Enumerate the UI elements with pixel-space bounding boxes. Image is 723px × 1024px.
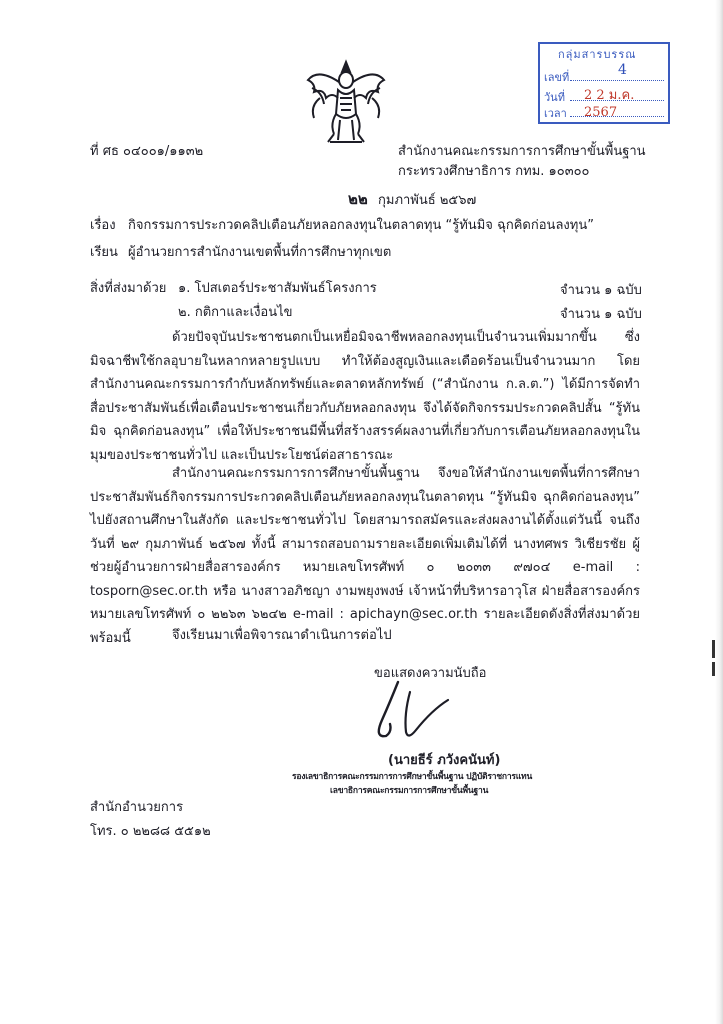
scan-edge-shadow [715, 0, 723, 1024]
date-day: ๒๒ [348, 190, 368, 208]
garuda-emblem-icon [304, 58, 388, 148]
scan-mark [712, 662, 715, 676]
stamp-line [570, 80, 664, 81]
handwritten-signature [368, 680, 454, 746]
enclosure-item: ๒. กติกาและเงื่อนไข [178, 305, 293, 320]
stamp-time-label: เวลา [544, 107, 567, 120]
org-name: สำนักงานคณะกรรมการการศึกษาขั้นพื้นฐาน [398, 144, 646, 159]
stamp-line [570, 116, 664, 117]
enclosure-label: สิ่งที่ส่งมาด้วย [90, 281, 167, 296]
enclosure-qty: จำนวน ๑ ฉบับ [560, 283, 642, 298]
document-number: ที่ ศธ ๐๔๐๐๑/๑๑๓๒ [90, 144, 204, 159]
signer-title-2: เลขาธิการคณะกรรมการการศึกษาขั้นพื้นฐาน [330, 786, 489, 796]
stamp-number-value: 4 [618, 62, 627, 78]
stamp-date-label: วันที่ [544, 91, 565, 104]
scan-mark [712, 640, 715, 658]
body-paragraph-2: สำนักงานคณะกรรมการการศึกษาขั้นพื้นฐาน จึงขอให้สำนักงานเขตพื้นที่การศึกษาประชาสัมพันธ์กิจกรรมการประกวดคลิปเตือนภัยหลอกลงทุนในตลาดทุน “รู้ทันมิจ ฉุกคิดก่อนลงทุน” ไปยังสถานศึกษาในสังกัด และประชาชนทั่วไป โดยสามารถสมัครและส่งผลงานได้ตั้งแต่วันนี้ จนถึงวันที่ ๒๙ กุมภาพันธ์ ๒๕๖๗ ทั้งนี้ สามารถสอบถามรายละเอียดเพิ่มเติมได้ที่ นางทศพร วิเชียรชัย ผู้ช่วยผู้อำนวยการฝ่ายสื่อสารองค์กร หมายเลขโทรศัพท์ ๐ ๒๐๓๓ ๙๗๐๔ e-mail : tosporn@sec.or.th หรือ นางสาวอภิชญา งามพยุงพงษ์ เจ้าหน้าที่บริหารอาวุโส ฝ่ายสื่อสารองค์กร หมายเลขโทรศัพท์ ๐ ๒๒๖๓ ๖๒๔๒ e-mail : apichayn@sec.or.th รายละเอียดดังสิ่งที่ส่งมาด้วยพร้อมนี้ [90, 466, 640, 646]
subject-label: เรื่อง [90, 218, 116, 233]
footer-office: สำนักอำนวยการ [90, 800, 184, 815]
footer-phone: โทร. ๐ ๒๒๘๘ ๕๕๑๒ [90, 824, 211, 839]
stamp-title: กลุ่มสารบรรณ [558, 48, 637, 61]
signer-name: (นายธีร์ ภวังคนันท์) [388, 753, 501, 768]
enclosure-item: ๑. โปสเตอร์ประชาสัมพันธ์โครงการ [178, 281, 377, 296]
receipt-stamp [538, 42, 670, 124]
signer-title-1: รองเลขาธิการคณะกรรมการการศึกษาขั้นพื้นฐาน ปฏิบัติราชการแทน [292, 772, 533, 782]
salutation: ขอแสดงความนับถือ [374, 666, 487, 681]
enclosure-qty: จำนวน ๑ ฉบับ [560, 307, 642, 322]
date-month-year: กุมภาพันธ์ ๒๕๖๗ [378, 193, 477, 208]
org-address: กระทรวงศึกษาธิการ กทม. ๑๐๓๐๐ [398, 164, 590, 179]
subject-text: กิจกรรมการประกวดคลิปเตือนภัยหลอกลงทุนในตลาดทุน “รู้ทันมิจ ฉุกคิดก่อนลงทุน” [128, 218, 594, 233]
body-paragraph-1: ด้วยปัจจุบันประชาชนตกเป็นเหยื่อมิจฉาชีพหลอกลงทุนเป็นจำนวนเพิ่มมากขึ้น ซึ่งมิจฉาชีพใช้กลอุบายในหลากหลายรูปแบบ ทำให้ต้องสูญเงินและเดือดร้อนเป็นจำนวนมาก โดยสำนักงานคณะกรรมการกำกับหลักทรัพย์และตลาดหลักทรัพย์ (“สำนักงาน ก.ล.ต.”) ได้มีการจัดทำสื่อประชาสัมพันธ์เพื่อเตือนประชาชนเกี่ยวกับภัยหลอกลงทุน จึงได้จัดกิจกรรมประกวดคลิปสั้น “รู้ทันมิจ ฉุกคิดก่อนลงทุน” เพื่อให้ประชาชนมีพื้นที่สร้างสรรค์ผลงานที่เกี่ยวกับการเตือนภัยหลอกลงทุนในมุมของประชาชนทั่วไป และเป็นประโยชน์ต่อสาธารณะ [90, 330, 640, 463]
recipient-text: ผู้อำนวยการสำนักงานเขตพื้นที่การศึกษาทุกเขต [128, 245, 392, 260]
closing-line: จึงเรียนมาเพื่อพิจารณาดำเนินการต่อไป [172, 628, 392, 643]
stamp-number-label: เลขที่ [544, 71, 570, 84]
stamp-date-value: 2 2 ม.ค. 2567 [584, 88, 635, 120]
recipient-label: เรียน [90, 245, 118, 260]
